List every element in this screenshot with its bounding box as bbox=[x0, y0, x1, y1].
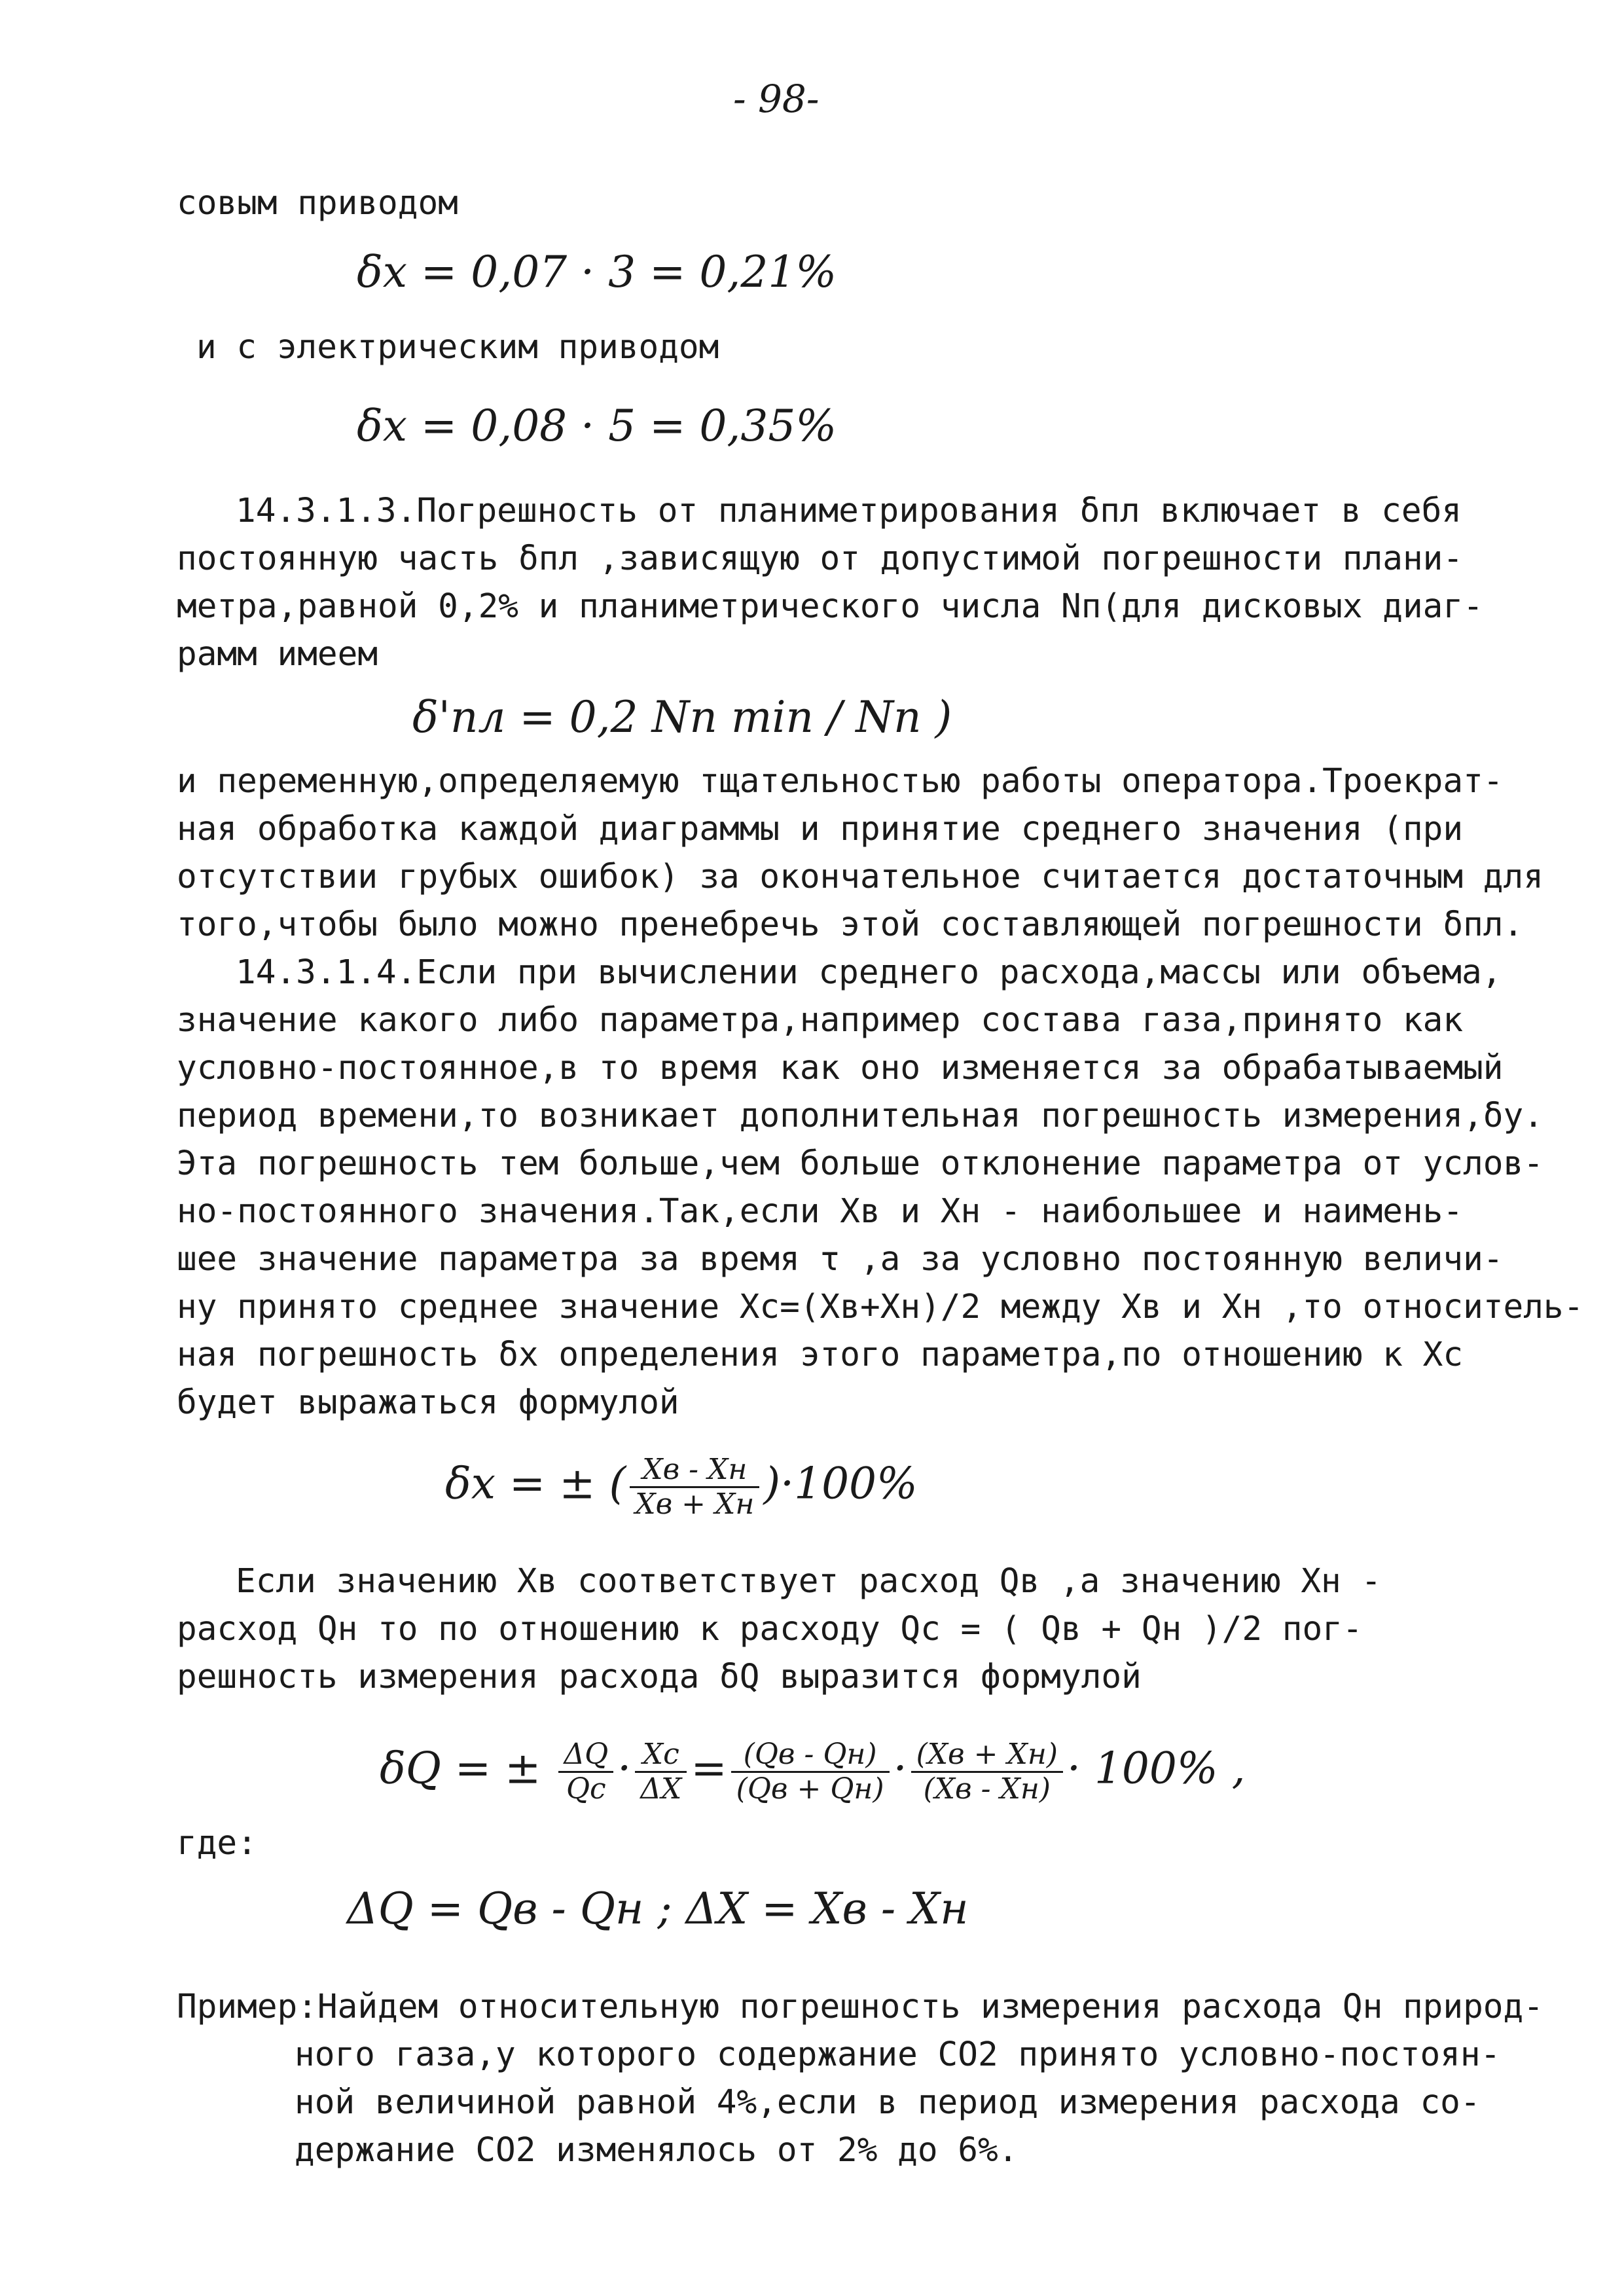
formula-delta-definitions: ΔQ = Qв - Qн ; ΔХ = Хв - Хн bbox=[347, 1884, 969, 1934]
formula-lhs: δQ = ± bbox=[380, 1743, 541, 1794]
fraction bbox=[635, 1738, 687, 1806]
paragraph-line: ну принято среднее значение Хс=(Хв+Хн)/2 между Хв и Хн ,то относитель- bbox=[177, 1288, 1584, 1326]
paragraph-line: значение какого либо параметра,например состава газа,принято как bbox=[177, 1001, 1464, 1040]
example-line: ного газа,у которого содержание CO2 принято условно-постоян- bbox=[295, 2035, 1501, 2074]
paragraph-line: Если значению Хв соответствует расход Qв ,а значению Хн - bbox=[236, 1562, 1382, 1601]
example-line: Пример:Найдем относительную погрешность измерения расхода Qн природ- bbox=[177, 1988, 1543, 2026]
paragraph-line: 14.3.1.3.Погрешность от планиметрирования δпл включает в себя bbox=[236, 492, 1462, 530]
fraction-numerator: Хс bbox=[635, 1738, 687, 1773]
fraction bbox=[558, 1738, 613, 1806]
formula-delta-x-electric: δх = 0,08 · 5 = 0,35% bbox=[357, 401, 837, 451]
paragraph-line: ная погрешность δх определения этого параметра,по отношению к Хс bbox=[177, 1336, 1464, 1374]
paragraph-line: постоянную часть δпл ,зависящую от допустимой погрешности плани- bbox=[177, 539, 1464, 578]
fraction bbox=[630, 1453, 759, 1521]
paragraph-line: период времени,то возникает дополнительная погрешность измерения,δу. bbox=[177, 1097, 1543, 1135]
text-line: и с электрическим приводом bbox=[196, 328, 719, 367]
fraction bbox=[911, 1738, 1063, 1806]
paragraph-line: того,чтобы было можно пренебречь этой составляющей погрешности δпл. bbox=[177, 905, 1524, 944]
paragraph-line: условно-постоянное,в то время как оно изменяется за обрабатываемый bbox=[177, 1049, 1504, 1087]
paragraph-line: отсутствии грубых ошибок) за окончательное считается достаточным для bbox=[177, 858, 1543, 896]
fraction-denominator: (Qв + Qн) bbox=[736, 1772, 884, 1806]
example-line: ной величиной равной 4%,если в период измерения расхода со- bbox=[295, 2083, 1481, 2122]
formula-rhs: · 100% , bbox=[1066, 1743, 1246, 1794]
paragraph-line: будет выражаться формулой bbox=[177, 1383, 679, 1422]
formula-delta-x-relative bbox=[445, 1453, 918, 1521]
fraction-denominator: ΔХ bbox=[640, 1772, 682, 1806]
paragraph-line: решность измерения расхода δQ выразится формулой bbox=[177, 1658, 1142, 1696]
paragraph-line: шее значение параметра за время τ ,а за условно постоянную величи- bbox=[177, 1240, 1504, 1279]
fraction-denominator: (Хв - Хн) bbox=[923, 1772, 1051, 1806]
paragraph-line: Эта погрешность тем больше,чем больше отклонение параметра от услов- bbox=[177, 1144, 1543, 1183]
paragraph-line: 14.3.1.4.Если при вычислении среднего расхода,массы или объема, bbox=[236, 953, 1502, 992]
formula-delta-pl-prime: δ'пл = 0,2 Nп min / Nп ) bbox=[412, 692, 952, 742]
fraction-numerator: Хв - Хн bbox=[630, 1453, 759, 1488]
fraction-numerator: ΔQ bbox=[558, 1738, 613, 1773]
paragraph-line: расход Qн то по отношению к расходу Qс = ( Qв + Qн )/2 пог- bbox=[177, 1610, 1363, 1649]
paragraph-line: и переменную,определяемую тщательностью работы оператора.Троекрат- bbox=[177, 762, 1504, 801]
formula-lhs: δх = ± ( bbox=[445, 1458, 626, 1509]
where-label: где: bbox=[177, 1824, 257, 1863]
fraction-numerator: (Qв - Qн) bbox=[731, 1738, 890, 1773]
formula-rhs: )·100% bbox=[763, 1458, 918, 1509]
formula-delta-q: δQ = ± $\frac{\Delta Q}{Qс}$ · $\frac{Хс}{\Delta Х}$ = $\frac{(Qв - Qн)}{(Qв + Qн)}$ · $\frac{(Хв + Хн)}{(Хв - Хн)}$ · 100% , bbox=[380, 1738, 1246, 1806]
paragraph-line: ная обработка каждой диаграммы и принятие среднего значения (при bbox=[177, 810, 1464, 848]
fraction-denominator: Qс bbox=[566, 1772, 606, 1806]
paragraph-line: рамм имеем bbox=[177, 635, 378, 674]
fraction bbox=[731, 1738, 890, 1806]
fraction-numerator: (Хв + Хн) bbox=[911, 1738, 1063, 1773]
paragraph-line: метра,равной 0,2% и планиметрического числа Nп(для дисковых диаг- bbox=[177, 587, 1483, 626]
example-line: держание CO2 изменялось от 2% до 6%. bbox=[295, 2131, 1019, 2170]
text-line: совым приводом bbox=[177, 184, 458, 223]
formula-delta-x-mechanical: δх = 0,07 · 3 = 0,21% bbox=[357, 247, 837, 297]
paragraph-line: но-постоянного значения.Так,если Хв и Хн - наибольшее и наимень- bbox=[177, 1192, 1464, 1231]
page-number: - 98- bbox=[733, 77, 820, 121]
fraction-denominator: Хв + Хн bbox=[635, 1487, 755, 1521]
